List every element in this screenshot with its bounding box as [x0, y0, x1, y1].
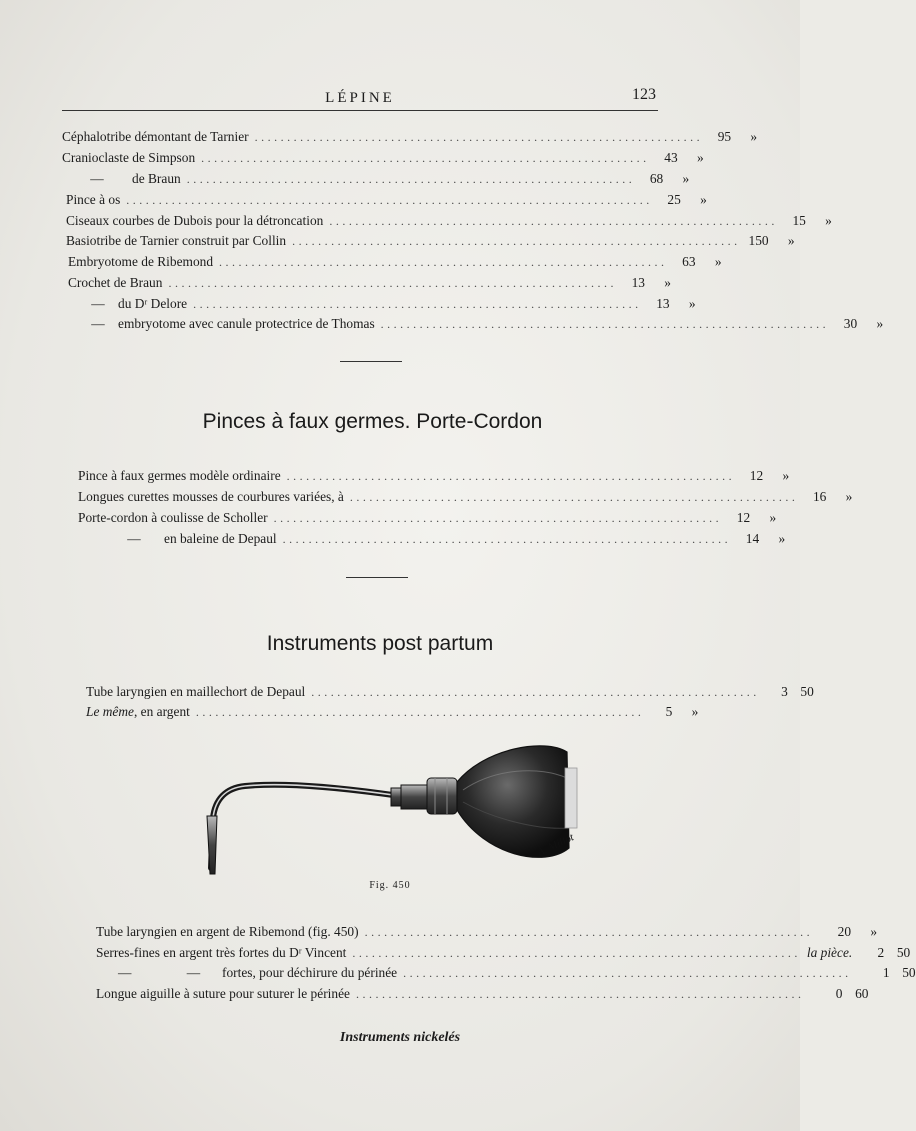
list-item [62, 129, 758, 149]
item-label: de Braun [132, 171, 181, 186]
item-label: en baleine de Depaul [164, 531, 277, 546]
dot-leader: ..................................................................... [254, 130, 704, 144]
section-divider [346, 577, 408, 578]
dot-leader: ................................................................................. [126, 193, 653, 207]
item-price: 1 [882, 965, 890, 980]
list-item [78, 510, 777, 530]
dot-leader: ..................................................................... [364, 925, 814, 939]
list-item [86, 704, 699, 724]
list-item [78, 296, 696, 316]
item-price-cents: » [682, 171, 690, 186]
item-label: du Dʳ Delore [118, 296, 188, 311]
item-price-cents: » [664, 275, 671, 290]
dot-leader: ..................................................................... [292, 234, 741, 248]
item-price-cents: » [696, 150, 704, 165]
ditto-dash: — [91, 296, 105, 311]
item-label: Ciseaux courbes de Dubois pour la détroncation [66, 213, 324, 228]
item-price-cents: » [876, 316, 884, 331]
section-title: Instruments post partum [266, 632, 494, 655]
item-price-cents: » [787, 233, 795, 248]
item-price-cents: » [750, 129, 758, 144]
dot-leader: ..................................................................... [329, 214, 778, 228]
item-price-cents: 50 [800, 684, 814, 699]
dot-leader: ..................................................................... [403, 966, 852, 980]
list-item [68, 275, 671, 295]
header-rule [62, 110, 658, 111]
item-label-italic: Le même [86, 704, 134, 719]
list-item [86, 684, 814, 704]
item-label: Longues curettes mousses de courbures variées, à [78, 489, 344, 504]
dot-leader: ..................................................................... [195, 705, 645, 719]
page-header [62, 86, 658, 112]
running-title: LÉPINE [325, 90, 395, 106]
item-label: Embryotome de Ribemond [68, 254, 214, 269]
item-label: Pince à os [66, 192, 121, 207]
dot-leader: ..................................................................... [168, 276, 617, 290]
item-price: 12 [736, 510, 751, 525]
item-price-cents: » [714, 254, 722, 269]
dot-leader: ..................................................................... [193, 297, 642, 311]
item-price-cents: » [700, 192, 707, 207]
item-price-cents: 50 [902, 965, 916, 980]
item-price: 13 [656, 296, 670, 311]
item-label: Tube laryngien en maillechort de Depaul [86, 684, 306, 699]
item-label: Crochet de Braun [68, 275, 163, 290]
ditto-dash: — [127, 531, 141, 546]
item-price: 43 [664, 150, 678, 165]
list-item [62, 150, 704, 170]
item-label: embryotome avec canule protectrice de Thomas [118, 316, 375, 331]
dot-leader: ..................................................................... [349, 490, 799, 504]
item-label: Pince à faux germes modèle ordinaire [78, 468, 281, 483]
item-label: Cranioclaste de Simpson [62, 150, 196, 165]
next-section-heading: Instruments nickelés [339, 1030, 461, 1045]
list-item [66, 233, 795, 253]
dot-leader: ..................................................................... [355, 987, 805, 1001]
item-price: 14 [745, 531, 760, 546]
item-label: Basiotribe de Tarnier construit par Collin [66, 233, 287, 248]
item-price: 95 [717, 129, 732, 144]
item-price: 30 [843, 316, 858, 331]
item-price-cents: » [870, 924, 878, 939]
list-item [68, 254, 722, 274]
list-item [104, 531, 786, 551]
dot-leader: ..................................................................... [201, 151, 650, 165]
item-price-cents: 60 [855, 986, 869, 1001]
item-label: Longue aiguille à suture pour suturer le périnée [96, 986, 350, 1001]
dot-leader: ..................................................................... [286, 469, 736, 483]
section-divider [340, 361, 402, 362]
ditto-dash: — [90, 171, 104, 186]
list-item [62, 171, 690, 191]
section-title: Pinces à faux germes. Porte-Cordon [202, 410, 543, 433]
item-price: 13 [631, 275, 645, 290]
item-label: Serres-fines en argent très fortes du Dʳ Vincent [96, 945, 347, 960]
dot-leader: ..................................................................... [282, 532, 732, 546]
dot-leader: ..................................................................... [273, 511, 723, 525]
item-unit: la pièce. [806, 945, 853, 960]
laryngeal-tube-illustration [195, 738, 580, 883]
item-price: 15 [792, 213, 806, 228]
list-item [118, 965, 916, 985]
item-price: 0 [835, 986, 843, 1001]
list-item [96, 945, 911, 965]
dot-leader: ..................................................................... [380, 317, 830, 331]
dot-leader: ..................................................................... [352, 946, 801, 960]
item-label: , en argent [133, 704, 190, 719]
dot-leader: ..................................................................... [219, 255, 668, 269]
engraver-signature: A. Millot [535, 831, 576, 859]
item-price-cents: » [782, 468, 790, 483]
item-price-cents: » [688, 296, 696, 311]
item-price: 16 [812, 489, 827, 504]
item-price-cents: » [778, 531, 786, 546]
list-item [66, 192, 707, 212]
list-item [96, 986, 869, 1006]
dot-leader: ..................................................................... [311, 685, 760, 699]
list-item [78, 489, 853, 509]
item-label: Céphalotribe démontant de Tarnier [62, 129, 249, 144]
page-number: 123 [632, 86, 656, 103]
item-price-cents: » [769, 510, 777, 525]
list-item [78, 316, 884, 336]
item-price-cents: » [845, 489, 853, 504]
list-item [96, 924, 878, 944]
item-price: 12 [749, 468, 764, 483]
item-label: Tube laryngien en argent de Ribemond (fig. 450) [96, 924, 359, 939]
item-price: 5 [665, 704, 673, 719]
item-price: 150 [748, 233, 769, 248]
list-item [78, 468, 790, 488]
item-price-cents: » [825, 213, 832, 228]
item-label: Porte-cordon à coulisse de Scholler [78, 510, 268, 525]
ditto-dash: — [91, 316, 105, 331]
item-price: 68 [649, 171, 664, 186]
dot-leader: ..................................................................... [186, 172, 636, 186]
item-price: 25 [667, 192, 681, 207]
item-price: 63 [682, 254, 696, 269]
list-item [66, 213, 832, 233]
item-price-cents: 50 [896, 945, 911, 960]
item-price-cents: » [691, 704, 699, 719]
item-price: 2 [877, 945, 885, 960]
item-price: 3 [781, 684, 788, 699]
item-label: fortes, pour déchirure du périnée [222, 965, 398, 980]
figure-caption: Fig. 450 [369, 880, 411, 891]
item-price: 20 [837, 924, 852, 939]
ditto-dash: — — [118, 965, 201, 980]
